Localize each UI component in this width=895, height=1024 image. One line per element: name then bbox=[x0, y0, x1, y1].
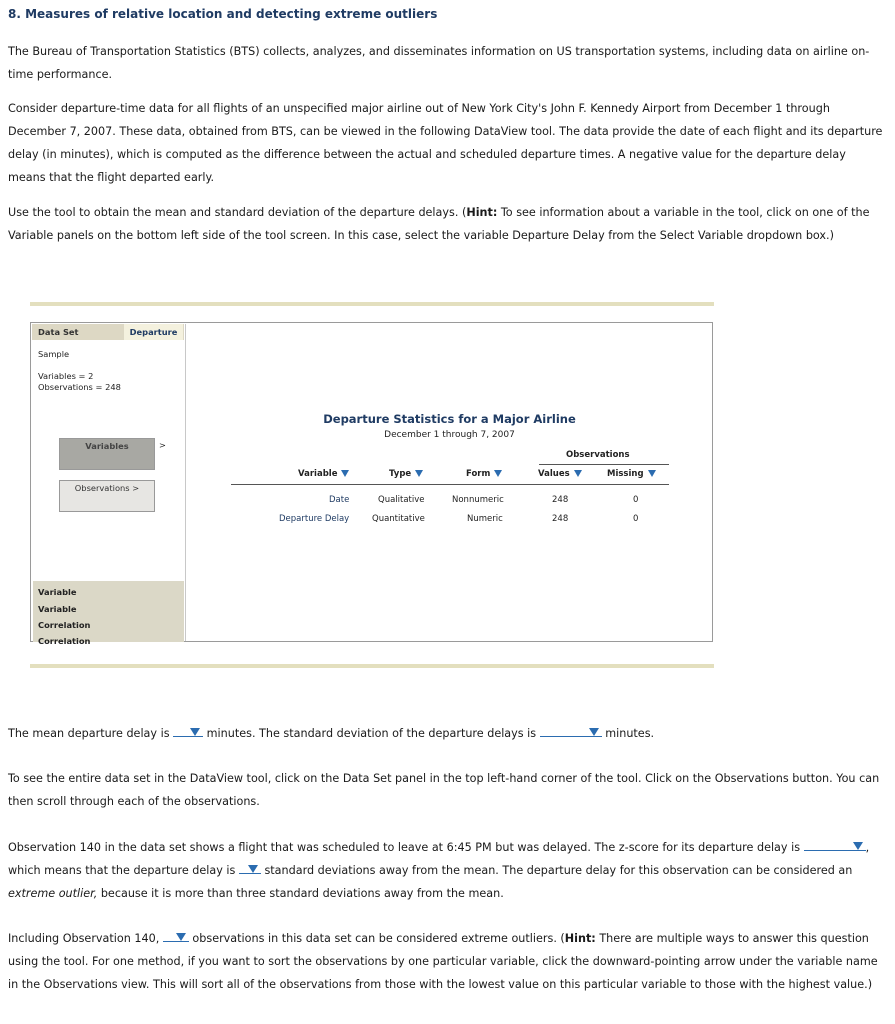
q1-text-c: minutes. bbox=[605, 727, 655, 740]
dataset-instructions: To see the entire data set in the DataView tool, click on the Data Set panel in the top left-hand corner of the tool. Click on the Observations button. You can then scroll through each of the observations. bbox=[8, 772, 880, 808]
hint-label: Hint: bbox=[564, 932, 596, 945]
col-form[interactable] bbox=[466, 469, 502, 479]
sample-label: Sample bbox=[38, 349, 70, 359]
col-variable-label: Variable bbox=[298, 469, 338, 479]
observations-group-header: Observations bbox=[566, 450, 630, 460]
col-missing[interactable] bbox=[607, 469, 656, 479]
dropdown-arrow-icon bbox=[589, 728, 599, 736]
variables-count: Variables = 2 bbox=[38, 371, 94, 381]
mean-dropdown[interactable] bbox=[173, 724, 203, 737]
instruction-paragraph bbox=[8, 201, 883, 247]
extreme-outlier-term: extreme outlier, bbox=[8, 887, 98, 900]
observations-button[interactable] bbox=[59, 480, 155, 512]
hint-label: Hint: bbox=[466, 206, 498, 219]
col-values-label: Values bbox=[538, 469, 570, 479]
sort-arrow-icon[interactable] bbox=[341, 470, 349, 477]
tool-main-panel bbox=[185, 324, 713, 641]
observations-button-label: Observations bbox=[74, 483, 130, 493]
dataview-tool bbox=[30, 322, 713, 646]
row-date-missing: 0 bbox=[633, 495, 639, 505]
col-type[interactable] bbox=[389, 469, 423, 479]
col-missing-label: Missing bbox=[607, 469, 644, 479]
variable-panels bbox=[33, 581, 184, 646]
outlier-count-dropdown[interactable] bbox=[163, 929, 189, 942]
row-delay-values: 248 bbox=[552, 514, 569, 524]
q3-text-b: observations in this data set can be considered extreme outliers. ( bbox=[192, 932, 565, 945]
row-delay-form: Numeric bbox=[467, 514, 503, 524]
q1-text-b: minutes. The standard deviation of the departure delays is bbox=[206, 727, 537, 740]
std-dev-dropdown[interactable] bbox=[540, 724, 602, 737]
row-delay-type: Quantitative bbox=[372, 514, 425, 524]
variables-arrow-icon: > bbox=[159, 440, 166, 450]
row-delay-variable[interactable]: Departure Delay bbox=[279, 514, 350, 524]
row-date-form: Nonnumeric bbox=[452, 495, 504, 505]
dropdown-arrow-icon bbox=[190, 728, 200, 736]
tab-departure[interactable]: Departure bbox=[124, 324, 183, 340]
tool-bottom-rule bbox=[30, 664, 714, 668]
correlation-panel-2[interactable]: Correlation bbox=[38, 636, 91, 646]
observations-header-rule bbox=[539, 464, 669, 465]
observations-arrow-icon: > bbox=[132, 483, 140, 493]
row-date-type: Qualitative bbox=[378, 495, 425, 505]
q2-text-b: , which means that the departure delay is bbox=[8, 841, 870, 877]
row-date-values: 248 bbox=[552, 495, 569, 505]
q2-text-c: standard deviations away from the mean. The departure delay for this observation can be considered an bbox=[264, 864, 853, 877]
tool-tabs bbox=[32, 324, 184, 340]
std-away-dropdown[interactable] bbox=[239, 861, 261, 874]
instruction-text: Use the tool to obtain the mean and standard deviation of the departure delays. ( bbox=[8, 206, 467, 219]
sort-arrow-icon[interactable] bbox=[648, 470, 656, 477]
correlation-panel-1[interactable]: Correlation bbox=[38, 620, 91, 630]
question-2 bbox=[8, 836, 883, 905]
dropdown-arrow-icon bbox=[248, 865, 258, 873]
question-1 bbox=[8, 722, 883, 745]
row-delay-missing: 0 bbox=[633, 514, 639, 524]
q3-text-c: There are multiple ways to answer this question using the tool. For one method, if you want to sort the observations by one particular variable, click the downward-pointing arrow under the variable name in the Observations view. This will sort all of the observations from those with the lowest value on this particular variable to those with the highest value.) bbox=[8, 932, 878, 991]
row-date-variable[interactable]: Date bbox=[329, 495, 350, 505]
sort-arrow-icon[interactable] bbox=[574, 470, 582, 477]
q2-text-a: Observation 140 in the data set shows a flight that was scheduled to leave at 6:45 PM but was delayed. The z-score for its departure delay is bbox=[8, 841, 801, 854]
question-title: 8. Measures of relative location and detecting extreme outliers bbox=[8, 7, 438, 21]
tool-left-panel bbox=[32, 324, 184, 646]
sort-arrow-icon[interactable] bbox=[494, 470, 502, 477]
q2-text-d: because it is more than three standard deviations away from the mean. bbox=[100, 887, 504, 900]
variables-button[interactable]: Variables bbox=[59, 438, 155, 470]
observations-count: Observations = 248 bbox=[38, 382, 121, 392]
z-score-dropdown[interactable] bbox=[804, 838, 866, 851]
stats-subtitle: December 1 through 7, 2007 bbox=[384, 430, 515, 440]
col-values[interactable] bbox=[538, 469, 582, 479]
q1-text-a: The mean departure delay is bbox=[8, 727, 170, 740]
tool-top-rule bbox=[30, 302, 714, 306]
intro-paragraph: The Bureau of Transportation Statistics (BTS) collects, analyzes, and disseminates information on US transportation systems, including data on airline on-time performance. bbox=[8, 45, 870, 81]
dropdown-arrow-icon bbox=[176, 933, 186, 941]
stats-title: Departure Statistics for a Major Airline bbox=[323, 412, 576, 426]
q3-text-a: Including Observation 140, bbox=[8, 932, 160, 945]
tab-dataset[interactable]: Data Set bbox=[38, 327, 79, 337]
context-paragraph: Consider departure-time data for all flights of an unspecified major airline out of New York City's John F. Kennedy Airport from December 1 through December 7, 2007. These data, obtained from BTS, can be viewed in the following DataView tool. The data provide the date of each flight and its departure delay (in minutes), which is computed as the difference between the actual and scheduled departure times. A negative value for the departure delay means that the flight departed early. bbox=[8, 102, 883, 184]
table-header-rule bbox=[231, 484, 669, 485]
col-type-label: Type bbox=[389, 469, 412, 479]
instruction-text-rest: To see information about a variable in the tool, click on one of the Variable panels on the bottom left side of the tool screen. In this case, select the variable Departure Delay from the Select Variable dropdown box.) bbox=[8, 206, 870, 242]
sort-arrow-icon[interactable] bbox=[415, 470, 423, 477]
col-form-label: Form bbox=[466, 469, 491, 479]
dropdown-arrow-icon bbox=[853, 842, 863, 850]
variable-panel-2[interactable]: Variable bbox=[38, 604, 77, 614]
variable-panel-1[interactable]: Variable bbox=[38, 587, 77, 597]
question-3 bbox=[8, 927, 883, 996]
col-variable[interactable] bbox=[298, 469, 349, 479]
